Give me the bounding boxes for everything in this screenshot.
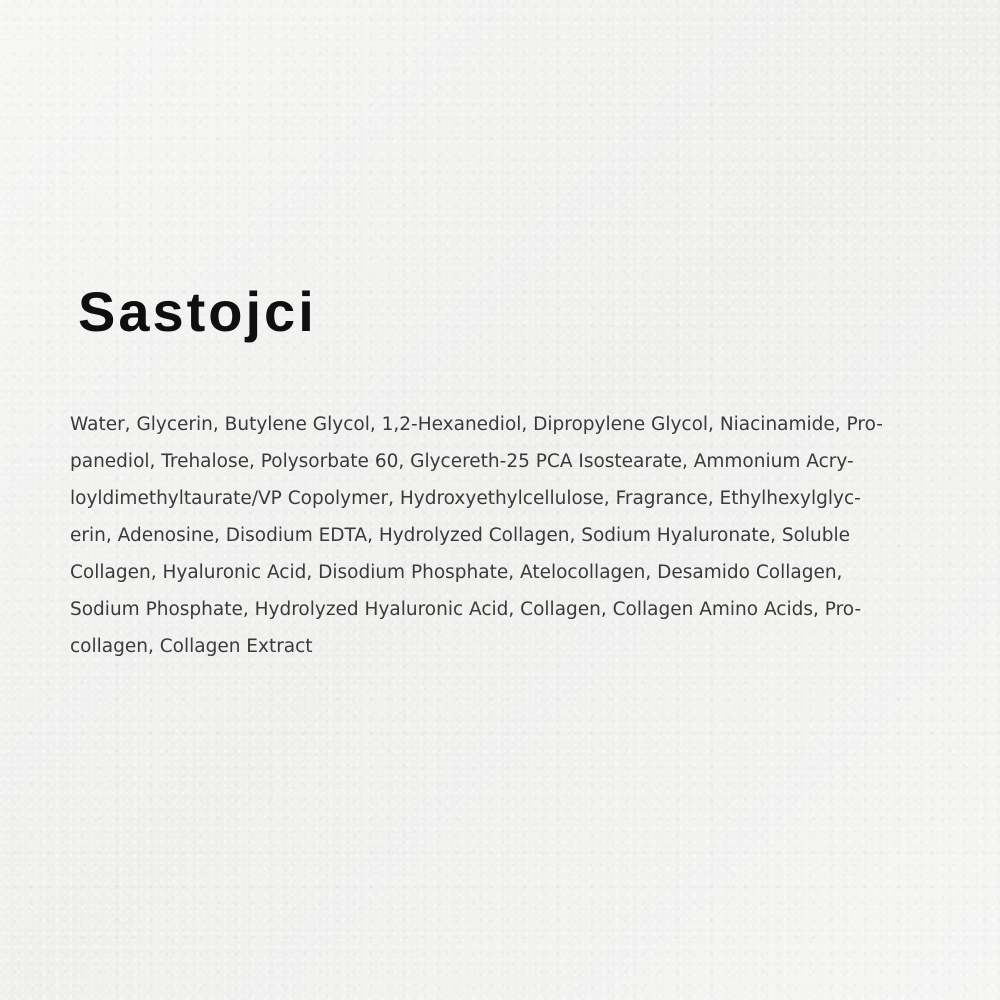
ingredients-line: erin, Adenosine, Disodium EDTA, Hydrolyzed Collagen, Sodium Hyaluronate, Soluble	[70, 525, 851, 546]
ingredients-text	[70, 406, 930, 665]
page-title: Sastojci	[78, 280, 317, 343]
ingredients-line: Water, Glycerin, Butylene Glycol, 1,2-Hexanediol, Dipropylene Glycol, Niacinamide, Pro-	[70, 414, 883, 435]
ingredients-line: Sodium Phosphate, Hydrolyzed Hyaluronic Acid, Collagen, Collagen Amino Acids, Pro-	[70, 599, 862, 620]
ingredients-line: Collagen, Hyaluronic Acid, Disodium Phosphate, Atelocollagen, Desamido Collagen,	[70, 562, 843, 583]
ingredients-line: collagen, Collagen Extract	[70, 636, 313, 657]
ingredients-line: loyldimethyltaurate/VP Copolymer, Hydroxyethylcellulose, Fragrance, Ethylhexylglyc-	[70, 488, 861, 509]
ingredients-line: panediol, Trehalose, Polysorbate 60, Glycereth-25 PCA Isostearate, Ammonium Acry-	[70, 451, 854, 472]
